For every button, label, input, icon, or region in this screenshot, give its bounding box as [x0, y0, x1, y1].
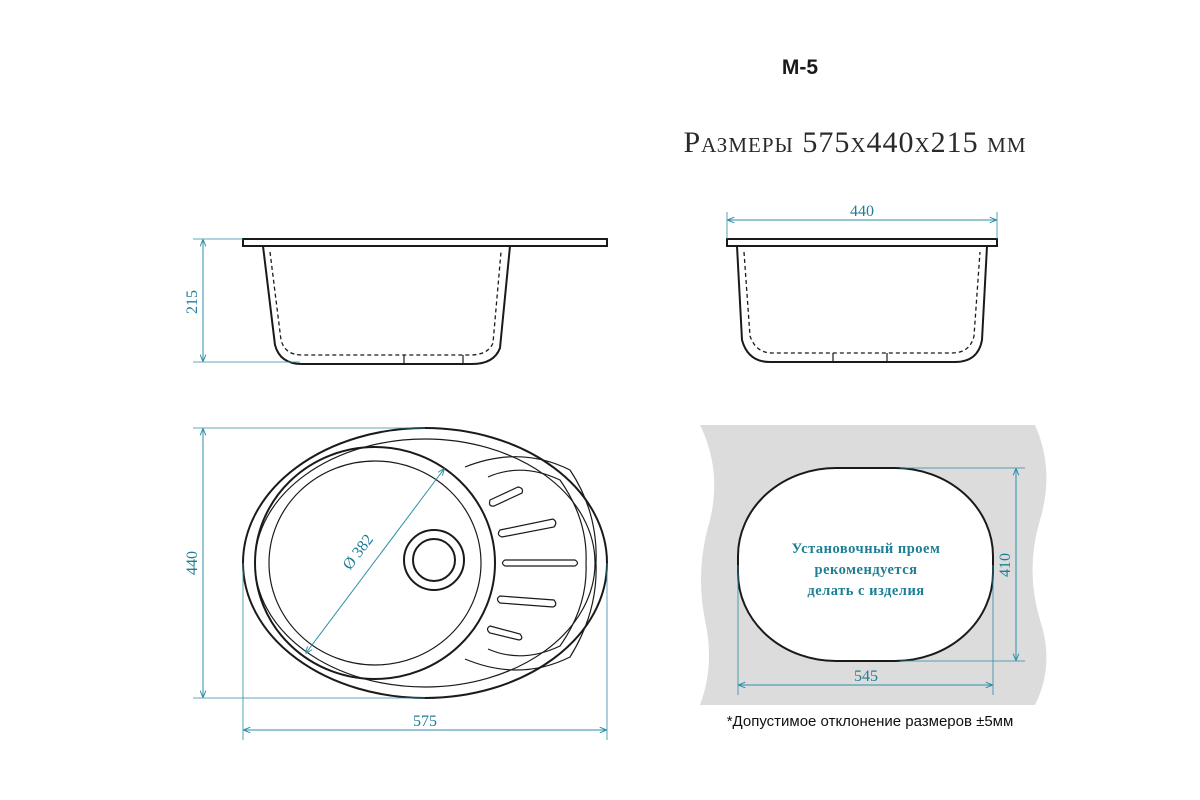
- side-bowl: [737, 246, 987, 362]
- front-drain: [404, 355, 463, 364]
- top-outer-outline: [243, 428, 607, 698]
- top-height-label: 440: [184, 551, 201, 575]
- groove-3: [503, 560, 578, 566]
- cutout-height-label: 410: [997, 553, 1014, 577]
- cutout-width-label: 545: [854, 668, 878, 685]
- groove-1: [490, 487, 523, 506]
- sizes-title: Размеры 575x440x215 мм: [683, 126, 1027, 159]
- diameter-dimension: [306, 469, 444, 653]
- drain-inner: [413, 539, 455, 581]
- side-drain: [833, 353, 887, 362]
- cutout-view: [700, 425, 1046, 705]
- groove-4: [498, 596, 556, 607]
- groove-5: [488, 626, 522, 640]
- top-bowl-inner: [269, 461, 481, 665]
- front-height-label: 215: [184, 290, 201, 314]
- top-bowl-outer: [255, 447, 495, 679]
- groove-2: [498, 519, 555, 537]
- side-inner-dashed: [744, 252, 980, 353]
- tolerance-note: *Допустимое отклонение размеров ±5мм: [726, 713, 1014, 730]
- top-view: [184, 428, 607, 740]
- cutout-text-line2: рекомендуется: [814, 562, 918, 578]
- front-bowl: [263, 246, 510, 364]
- diameter-label: Ø 382: [339, 531, 378, 574]
- side-view: [727, 203, 997, 362]
- cutout-text-line1: Установочный проем: [791, 541, 941, 557]
- cutout-text-line3: делать с изделия: [807, 583, 925, 599]
- drain-grooves: [488, 487, 578, 640]
- top-rim-inner: [255, 439, 595, 687]
- side-width-label: 440: [850, 203, 874, 220]
- front-rim: [243, 239, 607, 246]
- front-inner-dashed: [270, 252, 501, 355]
- front-view: [184, 239, 607, 364]
- side-rim: [727, 239, 997, 246]
- top-width-label: 575: [413, 713, 437, 730]
- model-title: M-5: [781, 56, 819, 79]
